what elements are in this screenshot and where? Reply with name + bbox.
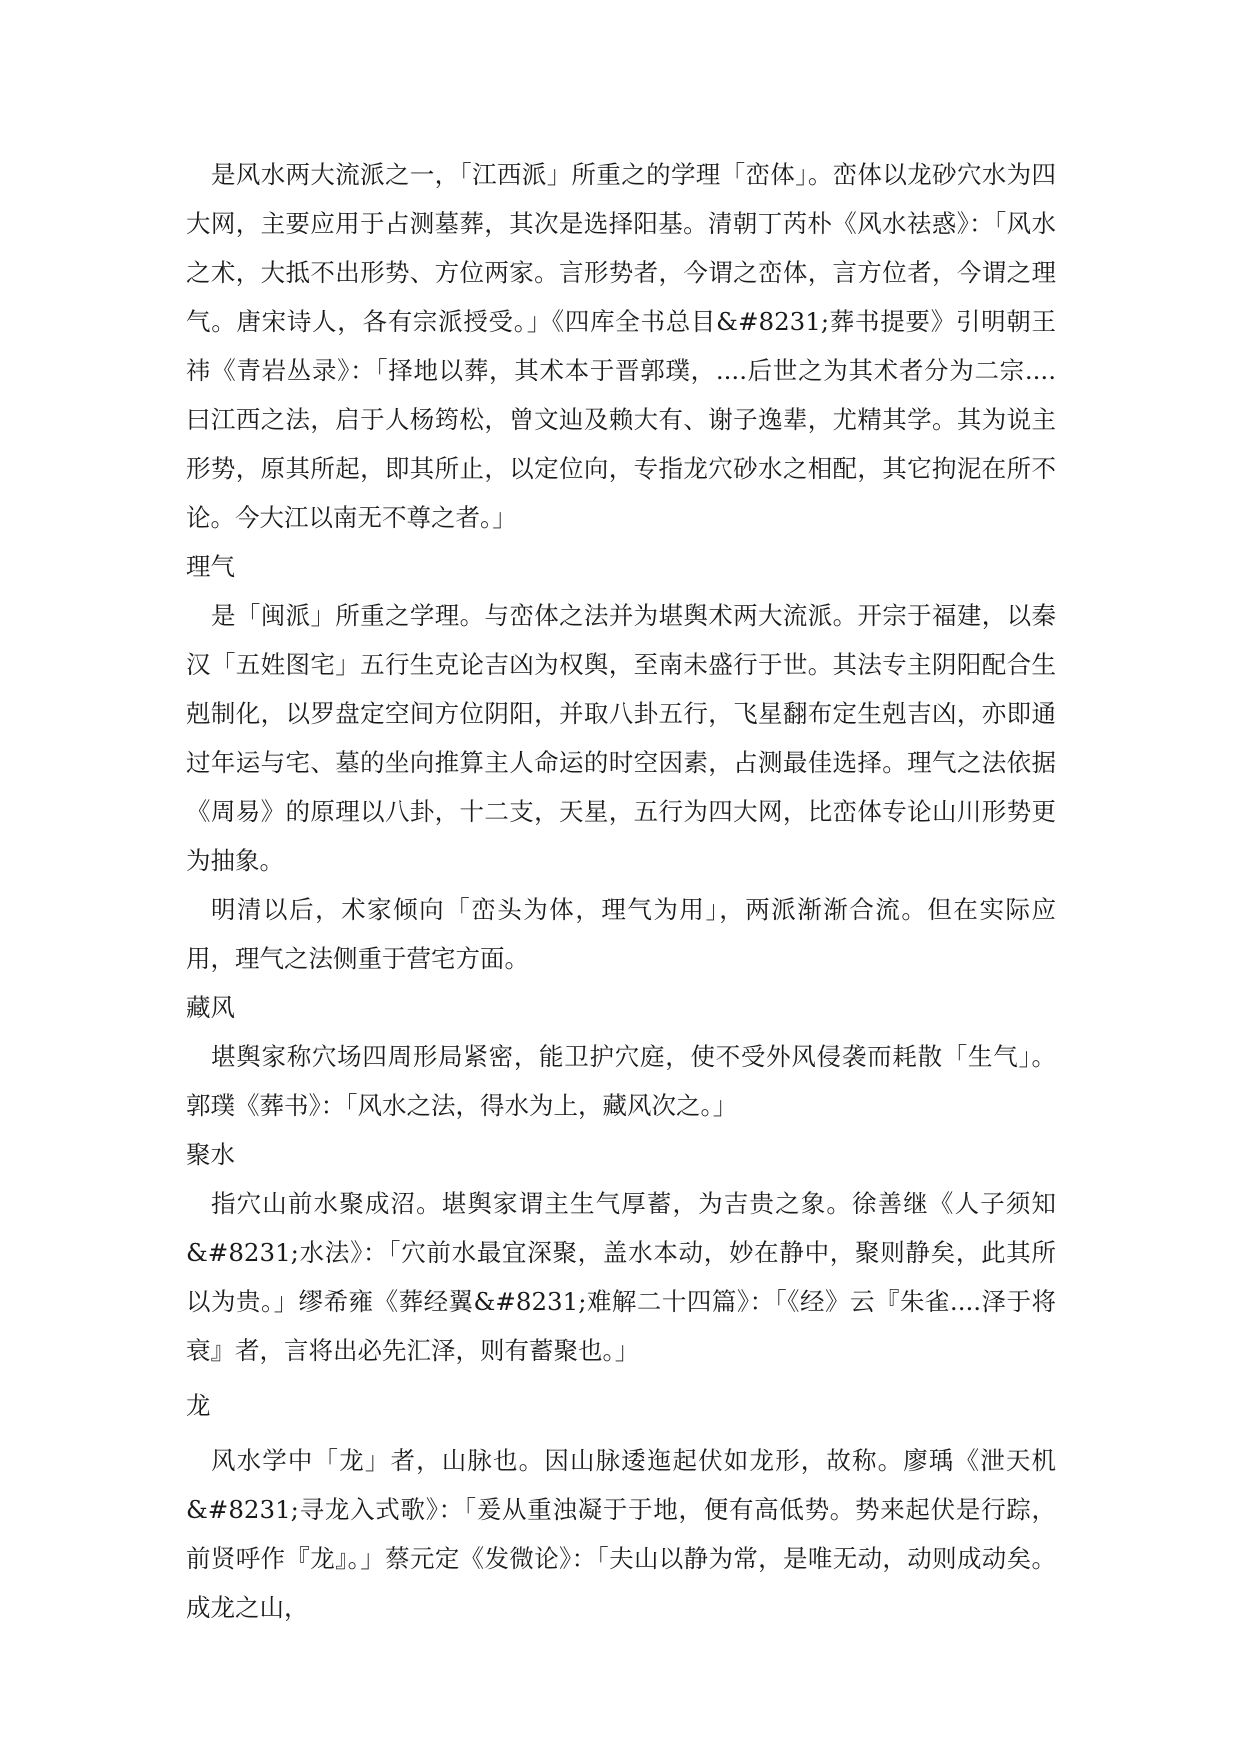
section-heading-long: 龙 [186,1391,211,1420]
section-paragraph: 指穴山前水聚成沼。堪舆家谓主生气厚蓄，为吉贵之象。徐善继《人子须知&#8231;水法》：「穴前水最宜深聚，盖水本动，妙在静中，聚则静矣，此其所以为贵。」缪希雍《葬经翼&#8231;难解二十四篇》：「《经》云『朱雀....泽于将衰』者，言将出必先汇泽，则有蓄聚也。」 [186,1189,1056,1365]
section-paragraph: 风水学中「龙」者，山脉也。因山脉逶迤起伏如龙形，故称。廖瑀《泄天机&#8231;寻龙入式歌》：「爰从重浊凝于于地，便有高低势。势来起伏是行踪，前贤呼作『龙』。」蔡元定《发微论》：「夫山以静为常，是唯无动，动则成动矣。成龙之山， [186,1446,1056,1622]
intro-paragraph: 是风水两大流派之一，「江西派」所重之的学理「峦体」。峦体以龙砂穴水为四大网，主要应用于占测墓葬，其次是选择阳基。清朝丁芮朴《风水祛惑》：「风水之术，大抵不出形势、方位两家。言形势者，今谓之峦体，言方位者，今谓之理气。唐宋诗人，各有宗派授受。」《四库全书总目&#8231;葬书提要》引明朝王祎《青岩丛录》：「择地以葬，其术本于晋郭璞，....后世之为其术者分为二宗....曰江西之法，启于人杨筠松，曾文辿及赖大有、谢子逸辈，尤精其学。其为说主形势，原其所起，即其所止，以定位向，专指龙穴砂水之相配，其它拘泥在所不论。今大江以南无不尊之者。」 [186,160,1056,532]
section-heading-jushui: 聚水 [186,1140,235,1169]
section-heading-cangfeng: 藏风 [186,993,235,1022]
section-heading-liqi: 理气 [186,552,235,581]
section-paragraph: 堪舆家称穴场四周形局紧密，能卫护穴庭，使不受外风侵袭而耗散「生气」。郭璞《葬书》：「风水之法，得水为上，藏风次之。」 [186,1042,1056,1120]
section-paragraph: 是「闽派」所重之学理。与峦体之法并为堪舆术两大流派。开宗于福建，以秦汉「五姓图宅」五行生克论吉凶为权舆，至南未盛行于世。其法专主阴阳配合生剋制化，以罗盘定空间方位阴阳，并取八卦五行，飞星翻布定生剋吉凶，亦即通过年运与宅、墓的坐向推算主人命运的时空因素，占测最佳选择。理气之法依据《周易》的原理以八卦，十二支，天星，五行为四大网，比峦体专论山川形势更为抽象。 [186,601,1056,875]
section-paragraph: 明清以后，术家倾向「峦头为体，理气为用」，两派渐渐合流。但在实际应用，理气之法侧重于营宅方面。 [186,895,1056,973]
document-page [186,150,1056,1632]
